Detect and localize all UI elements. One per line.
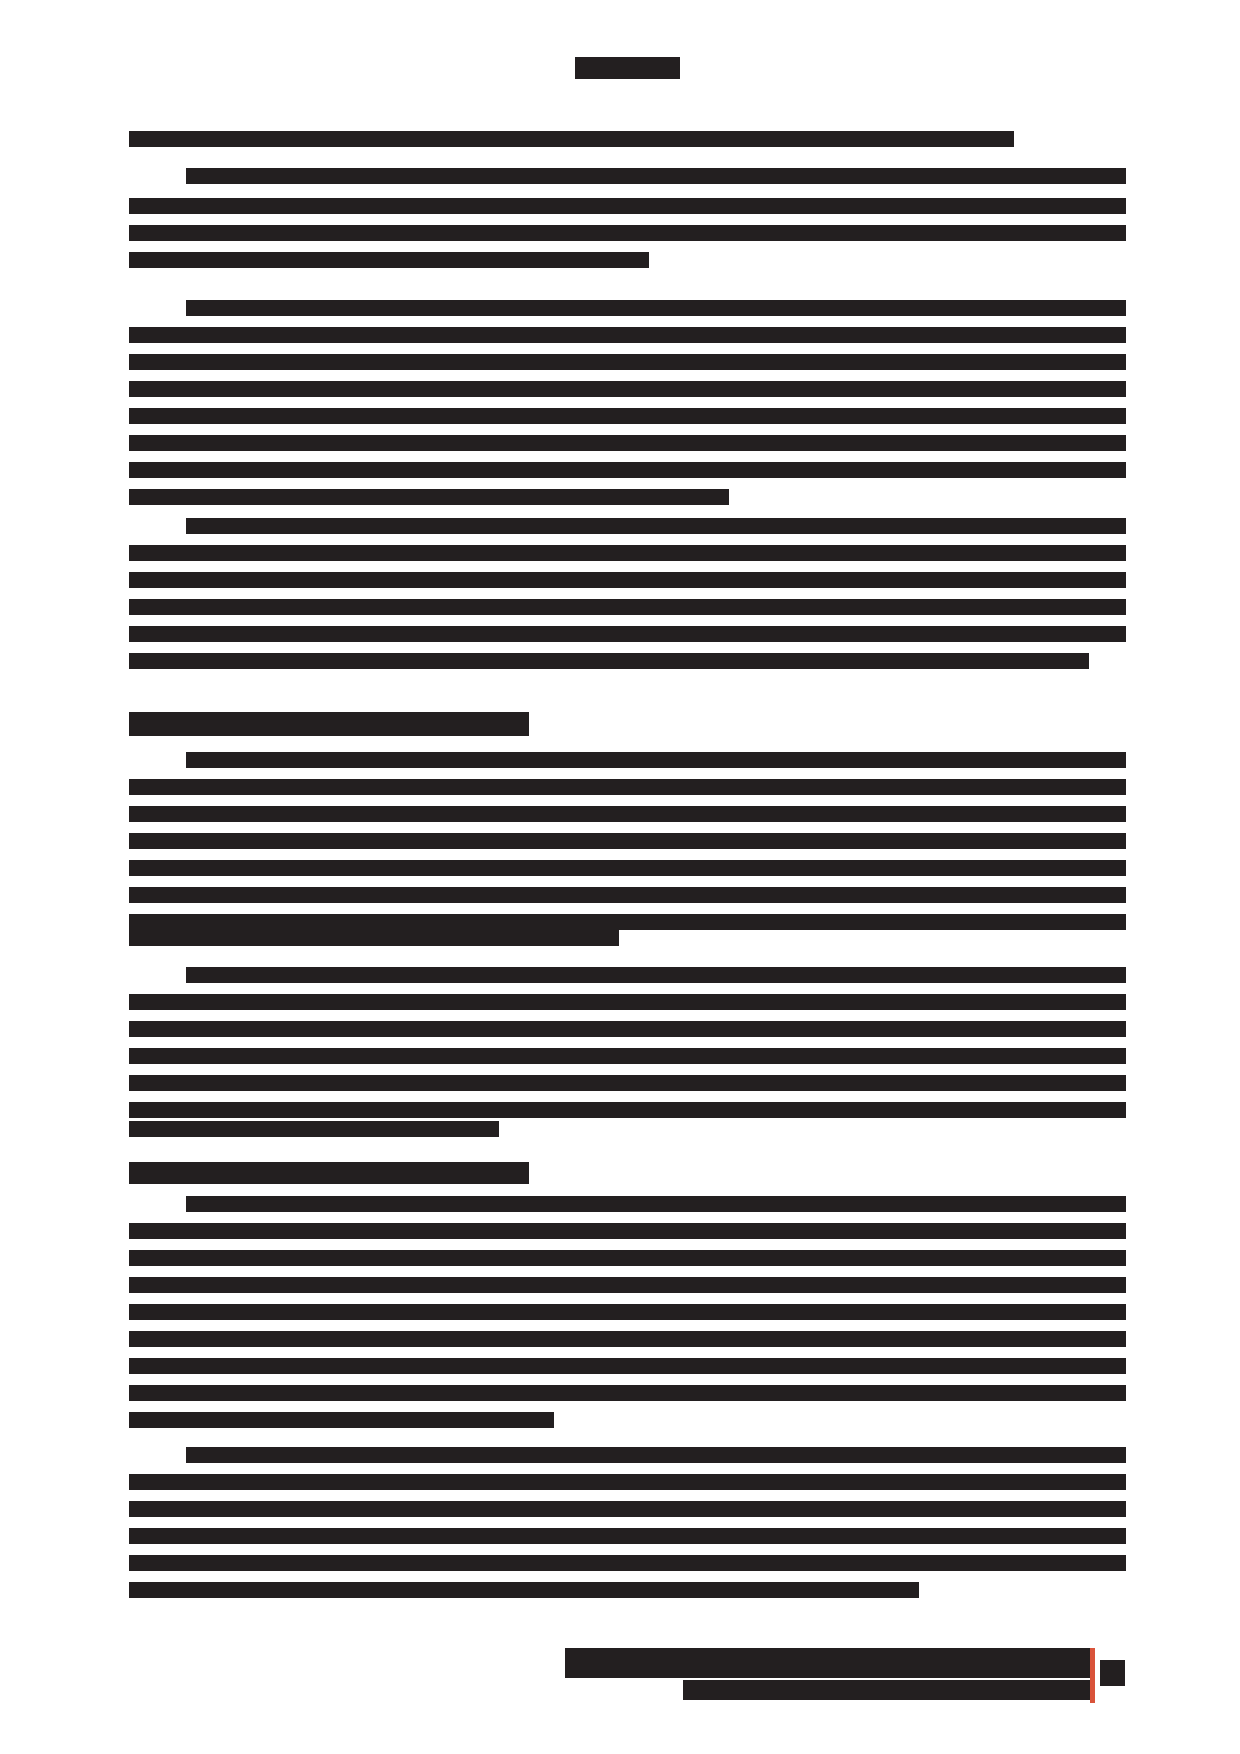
- redacted-text-line: [129, 626, 1126, 642]
- redacted-text-line: [129, 1223, 1126, 1239]
- redacted-text-line: [129, 489, 729, 505]
- redacted-text-line: [129, 1555, 1126, 1571]
- redacted-text-line: [186, 168, 1126, 184]
- page-title-redacted: [575, 57, 680, 79]
- footer-accent-bar: [1090, 1648, 1095, 1703]
- redacted-text-line: [129, 1528, 1126, 1544]
- redacted-text-line: [129, 435, 1126, 451]
- redacted-text-line: [129, 599, 1126, 615]
- redacted-text-line: [129, 1021, 1126, 1037]
- redacted-text-line: [129, 252, 649, 268]
- footer-line-redacted: [683, 1680, 1095, 1700]
- redacted-text-line: [129, 887, 1126, 903]
- redacted-text-line: [129, 1501, 1126, 1517]
- redacted-text-line: [129, 198, 1126, 214]
- redacted-text-line: [129, 1385, 1126, 1401]
- redacted-text-line: [129, 653, 1089, 669]
- redacted-text-line: [129, 1102, 1126, 1118]
- redacted-text-line: [129, 327, 1126, 343]
- redacted-text-line: [129, 833, 1126, 849]
- redacted-text-line: [129, 225, 1126, 241]
- redacted-text-line: [129, 1121, 499, 1137]
- redacted-text-line: [129, 1474, 1126, 1490]
- redacted-text-line: [186, 300, 1126, 316]
- redacted-text-line: [129, 572, 1126, 588]
- redacted-text-line: [186, 518, 1126, 534]
- redacted-text-line: [129, 806, 1126, 822]
- redacted-text-line: [129, 860, 1126, 876]
- redacted-text-line: [129, 1162, 529, 1184]
- redacted-text-line: [129, 1075, 1126, 1091]
- redacted-text-line: [129, 914, 1126, 930]
- redacted-text-line: [129, 1048, 1126, 1064]
- page-number-redacted: [1100, 1660, 1125, 1686]
- redacted-text-line: [129, 131, 1014, 147]
- redacted-text-line: [129, 930, 619, 946]
- redacted-text-line: [129, 712, 529, 736]
- redacted-text-line: [129, 1582, 919, 1598]
- redacted-text-line: [186, 967, 1126, 983]
- redacted-text-line: [186, 1196, 1126, 1212]
- redacted-text-line: [129, 381, 1126, 397]
- redacted-text-line: [186, 752, 1126, 768]
- redacted-text-line: [129, 408, 1126, 424]
- redacted-text-line: [129, 1277, 1126, 1293]
- redacted-text-line: [186, 1447, 1126, 1463]
- redacted-text-line: [129, 994, 1126, 1010]
- redacted-text-line: [129, 1358, 1126, 1374]
- redacted-text-line: [129, 462, 1126, 478]
- footer-line-redacted: [565, 1648, 1095, 1678]
- redacted-text-line: [129, 1412, 554, 1428]
- redacted-text-line: [129, 1331, 1126, 1347]
- redacted-text-line: [129, 354, 1126, 370]
- redacted-text-line: [129, 779, 1126, 795]
- redacted-text-line: [129, 545, 1126, 561]
- redacted-text-line: [129, 1250, 1126, 1266]
- redacted-text-line: [129, 1304, 1126, 1320]
